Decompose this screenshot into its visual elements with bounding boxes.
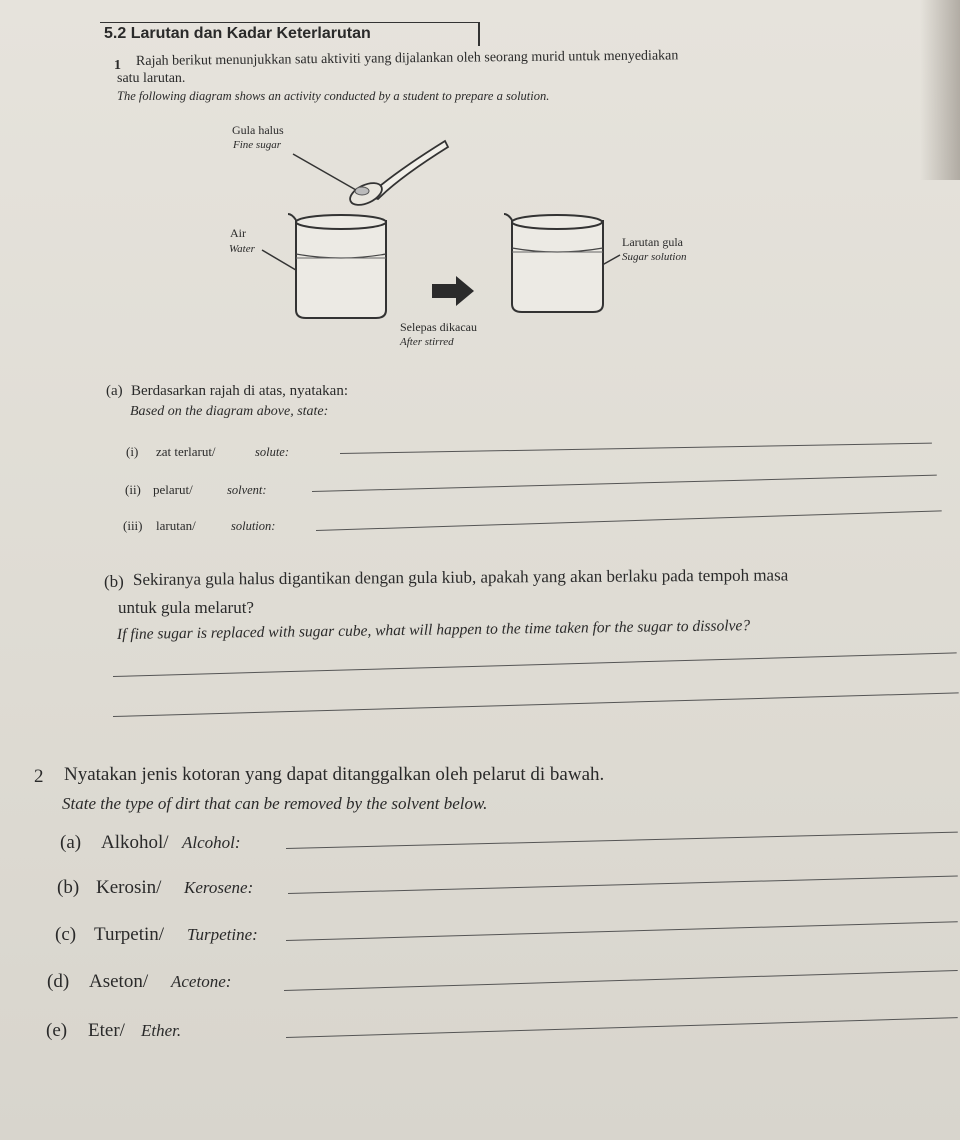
- q2-item-en: Kerosene:: [184, 878, 254, 897]
- q2-number: 2: [34, 766, 44, 787]
- q2-item-label: (c): [55, 924, 77, 945]
- water-beaker-icon: [288, 214, 386, 318]
- q1a-item-label: (i): [126, 444, 139, 459]
- after-stirred-label-en: After stirred: [400, 336, 454, 348]
- q2-item-en: Alcohol:: [182, 833, 241, 852]
- q2-question-en: State the type of dirt that can be removed by the solvent below.: [62, 794, 488, 813]
- section-title: 5.2 Larutan dan Kadar Keterlarutan: [100, 22, 480, 46]
- spoon-icon: [347, 141, 448, 209]
- q1-intro-ms-line2: satu larutan.: [117, 71, 186, 86]
- q1a-item-label: (ii): [125, 482, 141, 497]
- q2-item-ms: Eter/: [88, 1020, 125, 1041]
- q1a-item-ms: pelarut/: [153, 482, 193, 497]
- q1a-item-ms: zat terlarut/: [156, 444, 216, 459]
- q1b-question-en: If fine sugar is replaced with sugar cube, what will happen to the time taken for the sugar to dissolve?: [116, 617, 751, 643]
- q1a-prompt-ms: Berdasarkan rajah di atas, nyatakan:: [131, 383, 348, 399]
- q2-item-en: Ether.: [141, 1021, 182, 1040]
- fine-sugar-label-en: Fine sugar: [233, 139, 281, 151]
- q2-question-ms: Nyatakan jenis kotoran yang dapat ditanggalkan oleh pelarut di bawah.: [64, 764, 605, 785]
- q1a-item-en: solution:: [231, 519, 276, 533]
- arrow-right-icon: [432, 276, 474, 306]
- q1a-label: (a): [106, 383, 123, 399]
- solution-label-ms: Larutan gula: [622, 235, 683, 249]
- q2-item-label: (d): [47, 971, 70, 992]
- q1a-item-ms: larutan/: [156, 518, 196, 533]
- q2-item-ms: Turpetin/: [94, 924, 165, 945]
- q2-item-en: Acetone:: [171, 972, 232, 991]
- q1a-item-en: solute:: [255, 445, 290, 459]
- q2-item-ms: Kerosin/: [96, 877, 162, 898]
- q1a-prompt-en: Based on the diagram above, state:: [130, 404, 329, 419]
- q1b-question-ms-line1: Sekiranya gula halus digantikan dengan gula kiub, apakah yang akan berlaku pada tempoh masa: [132, 565, 789, 589]
- q1b-label: (b): [104, 572, 124, 591]
- q2-item-label: (e): [46, 1020, 68, 1041]
- q1-intro-en: The following diagram shows an activity conducted by a student to prepare a solution.: [117, 89, 550, 103]
- fine-sugar-label-ms: Gula halus: [232, 123, 284, 137]
- q1b-question-ms-line2: untuk gula melarut?: [118, 598, 254, 617]
- q2-item-ms: Aseton/: [89, 971, 149, 992]
- sugar-solution-beaker-icon: [504, 214, 603, 312]
- q1-intro-ms-line1: Rajah berikut menunjukkan satu aktiviti yang dijalankan oleh seorang murid untuk menyediakan: [135, 48, 679, 69]
- q1a-item-en: solvent:: [227, 483, 267, 497]
- q1-number: 1: [114, 58, 121, 73]
- q2-item-label: (b): [57, 877, 80, 898]
- q2-item-label: (a): [60, 832, 82, 853]
- water-label-ms: Air: [230, 226, 246, 240]
- water-label-en: Water: [229, 243, 255, 255]
- q1a-item-label: (iii): [123, 518, 143, 533]
- q2-item-en: Turpetine:: [187, 925, 258, 944]
- fine-sugar-leader-line: [293, 154, 356, 190]
- solution-label-en: Sugar solution: [622, 251, 687, 263]
- after-stirred-label-ms: Selepas dikacau: [400, 320, 477, 334]
- q2-item-ms: Alkohol/: [101, 832, 169, 853]
